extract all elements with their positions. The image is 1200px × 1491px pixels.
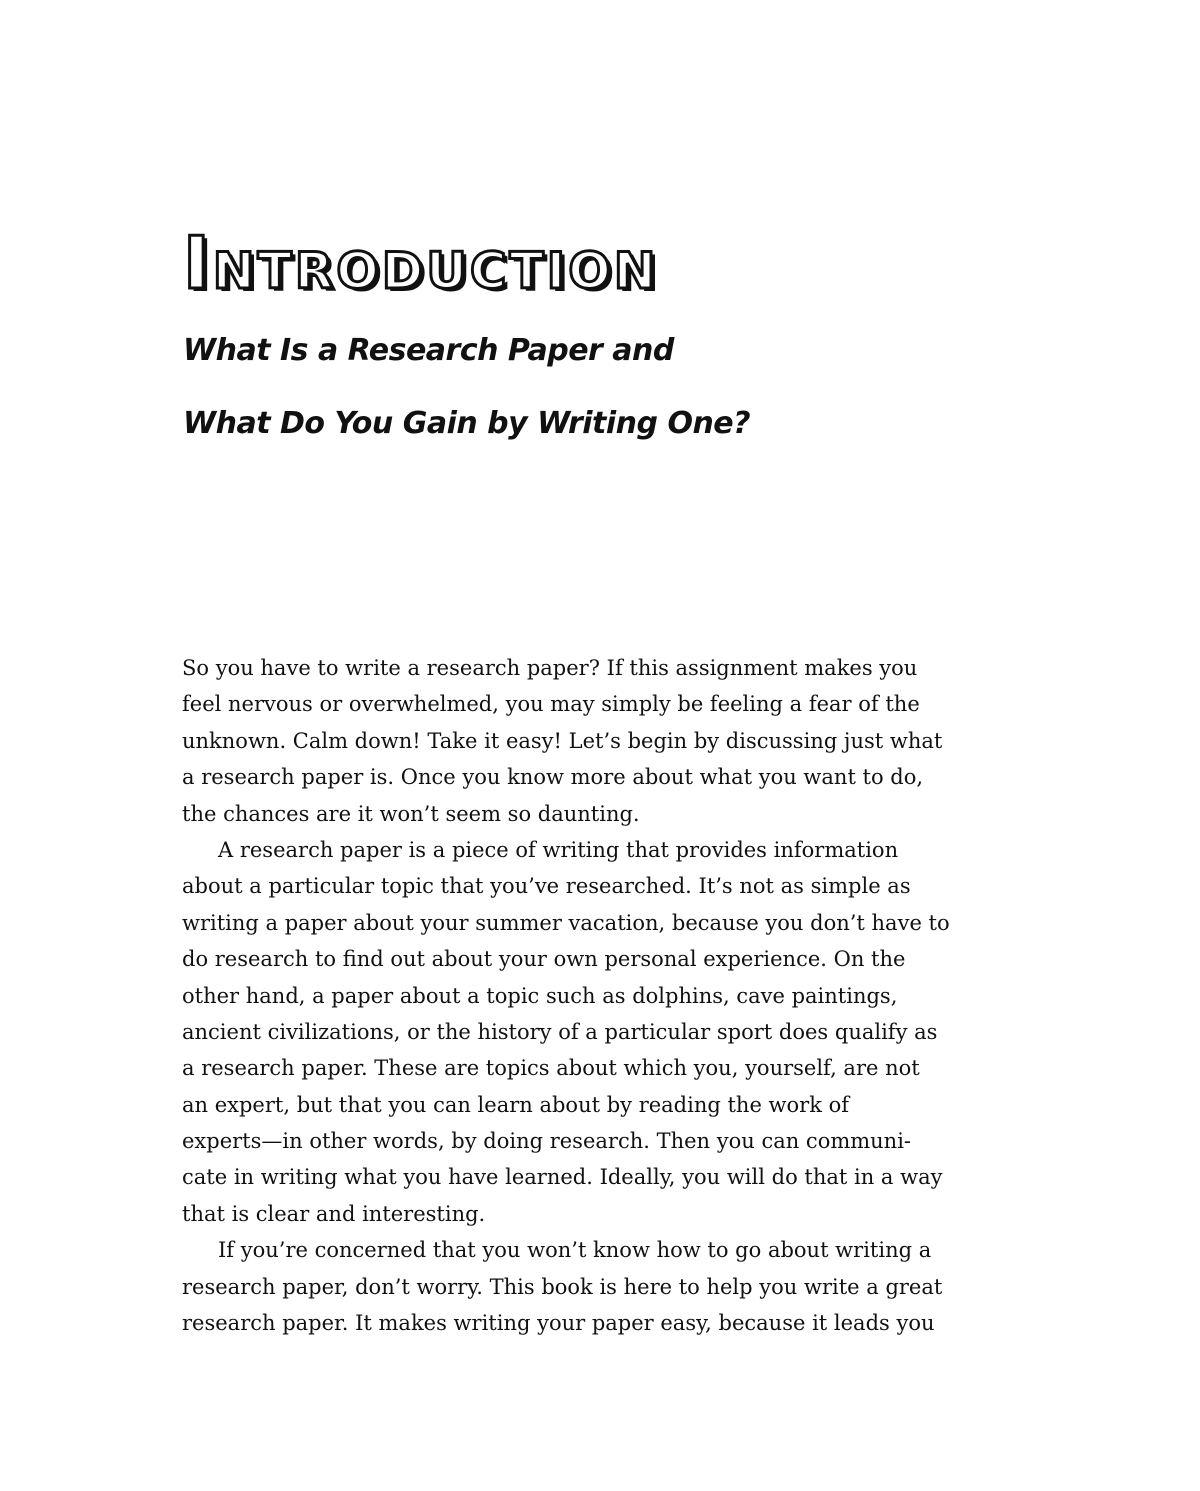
- text-line: a research paper. These are topics about which you, yourself, are not: [182, 1056, 920, 1081]
- paragraph-2: [182, 832, 952, 1232]
- text-line: do research to find out about your own personal experience. On the: [182, 947, 906, 972]
- paragraph-1: [182, 650, 952, 832]
- text-line: that is clear and interesting.: [182, 1201, 486, 1226]
- text-line: about a particular topic that you’ve researched. It’s not as simple as: [182, 874, 911, 899]
- text-line: A research paper is a piece of writing that provides information: [218, 837, 899, 862]
- chapter-title: Introduction: [183, 221, 659, 305]
- chapter-subtitle-line-2: What Do You Gain by Writing One?: [183, 406, 751, 441]
- text-line: a research paper is. Once you know more about what you want to do,: [182, 765, 924, 790]
- text-line: feel nervous or overwhelmed, you may simply be feeling a fear of the: [182, 692, 920, 717]
- body-text: [182, 650, 952, 1341]
- text-line: If you’re concerned that you won’t know how to go about writing a: [218, 1238, 932, 1263]
- text-line: the chances are it won’t seem so daunting.: [182, 801, 640, 826]
- text-line: experts—in other words, by doing research. Then you can communi-: [182, 1129, 912, 1154]
- text-line: research paper. It makes writing your paper easy, because it leads you: [182, 1311, 935, 1336]
- text-line: other hand, a paper about a topic such as dolphins, cave paintings,: [182, 983, 898, 1008]
- paragraph-3: [182, 1232, 952, 1341]
- text-line: writing a paper about your summer vacation, because you don’t have to: [182, 910, 950, 935]
- chapter-subtitle-line-1: What Is a Research Paper and: [183, 333, 674, 368]
- text-line: an expert, but that you can learn about by reading the work of: [182, 1092, 850, 1117]
- text-line: cate in writing what you have learned. Ideally, you will do that in a way: [182, 1165, 943, 1190]
- text-line: unknown. Calm down! Take it easy! Let’s begin by discussing just what: [182, 728, 943, 753]
- text-line: research paper, don’t worry. This book is here to help you write a great: [182, 1274, 943, 1299]
- text-line: So you have to write a research paper? If this assignment makes you: [182, 656, 918, 680]
- text-line: ancient civilizations, or the history of a particular sport does qualify as: [182, 1019, 938, 1044]
